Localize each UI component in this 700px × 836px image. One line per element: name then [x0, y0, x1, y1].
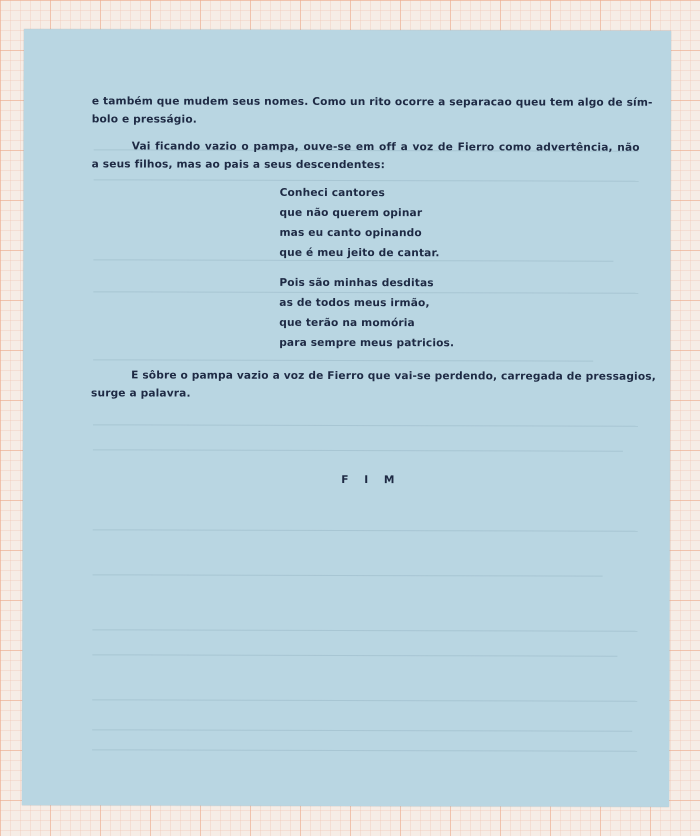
text-line: surge a palavra.	[91, 387, 191, 400]
end-mark: F I M	[341, 473, 401, 487]
paragraph-2	[92, 137, 640, 174]
text-line: a seus filhos, mas ao pais a seus descendentes:	[91, 158, 386, 172]
verse-line: que não querem opinar	[279, 206, 423, 220]
text-line: Vai ficando vazio o pampa, ouve-se em off a voz de Fierro como advertência, não	[131, 140, 640, 154]
verse-line: mas eu canto opinando	[279, 226, 422, 240]
text-line: e também que mudem seus nomes. Como un rito ocorre a separacao queu tem algo de sím-	[91, 95, 653, 109]
verse-line: as de todos meus irmão,	[279, 296, 430, 310]
typed-page	[22, 29, 671, 807]
verse-line: que é meu jeito de cantar.	[279, 246, 440, 260]
verse-line: para sempre meus patricios.	[279, 336, 455, 350]
verse-line: Pois são minhas desditas	[279, 276, 434, 290]
paragraph-1	[91, 92, 653, 129]
document-body	[91, 92, 656, 403]
verse-stanza-1	[279, 183, 639, 264]
text-line: E sôbre o pampa vazio a voz de Fierro que vai-se perdendo, carregada de pressagios,	[131, 369, 656, 383]
verse-line: Conheci cantores	[279, 186, 385, 200]
verse-stanza-2	[279, 273, 639, 354]
text-line: bolo e presságio.	[91, 113, 197, 126]
paragraph-3	[91, 366, 656, 403]
verse-line: que terão na momória	[279, 316, 415, 330]
